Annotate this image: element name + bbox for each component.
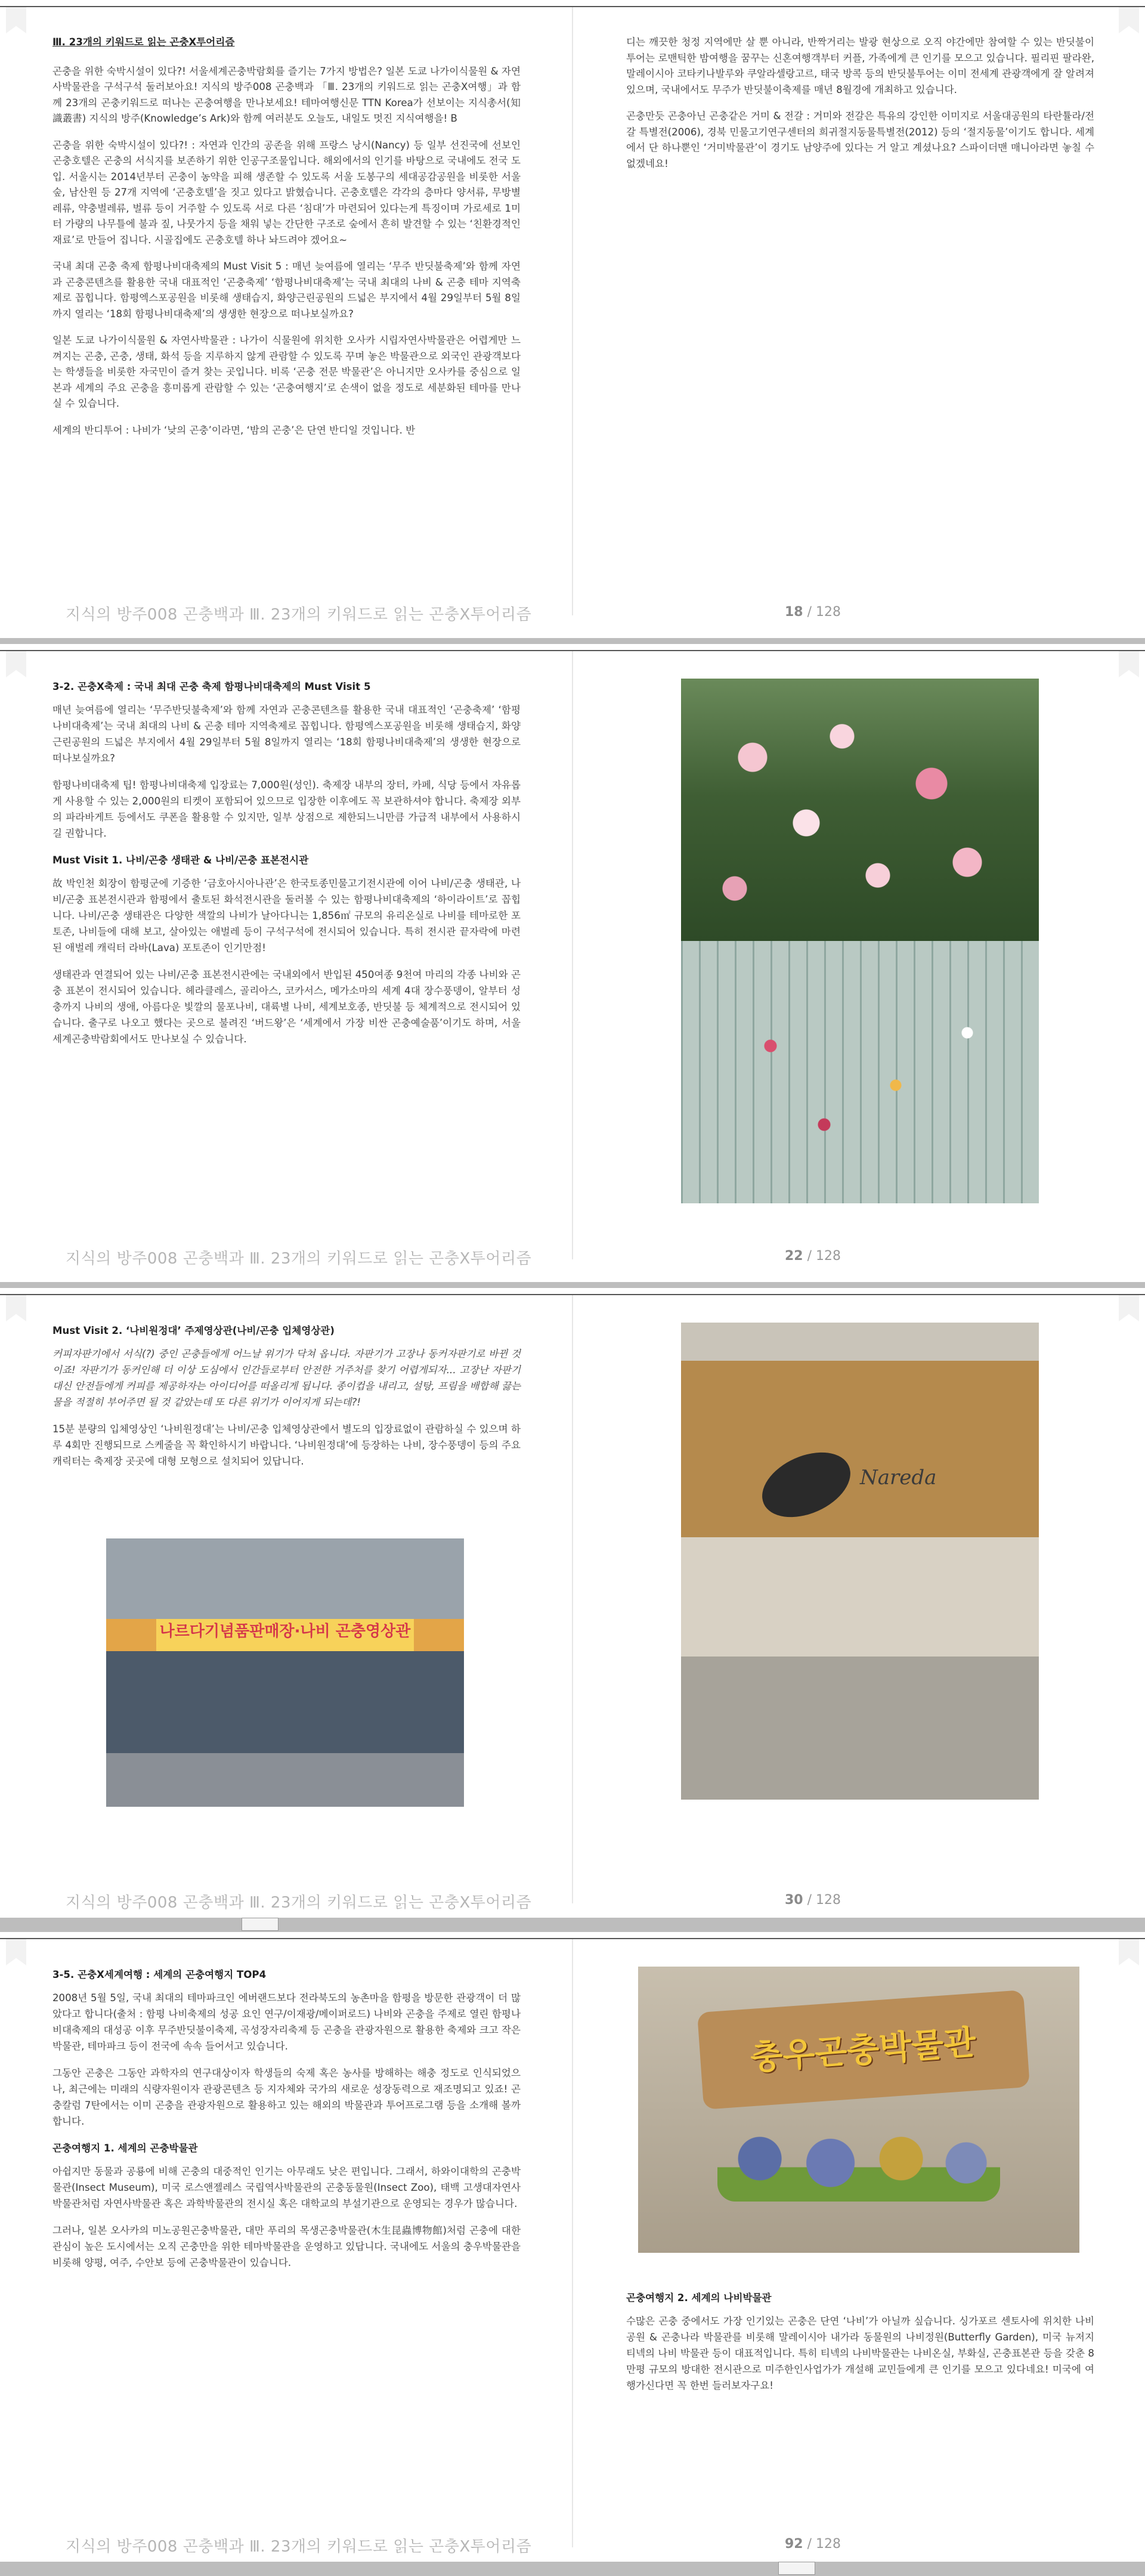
paragraph: 그동안 곤충은 그동안 과학자의 연구대상이자 학생들의 숙제 혹은 농사를 방해하는 해충 정도로 인식되었으나, 최근에는 미래의 식량자원이자 관광콘텐츠 등 지자체와 국가의 새로운 성장동력으로 재조명되고 있죠! 곤충칼럼 7탄에서는 이미 곤충을 관광자원으로 활용하고 있는 해외의 박물관과 투어프로그램 등을 소개해 볼까 합니다. [52, 2067, 521, 2127]
paragraph: 디는 깨끗한 청정 지역에만 살 뿐 아니라, 반짝거리는 발광 현상으로 오직 야간에만 참여할 수 있는 반딧불이투어는 로맨틱한 밤여행을 꿈꾸는 신혼여행객부터 커플, 가족에게 큰 인기를 모으고 있습니다. 필리핀 팔라완, 말레이시아 코타키나발루와 쿠알라셀랑고르, 태국 방콕 등의 반딧불투어는 이미 전세계 관광객에게 잘 알려져 있으며, 국내에서도 무주가 반딧불이축제를 매년 8월경에 개최하고 있습니다. [626, 36, 1094, 95]
subheading: Must Visit 1. 나비/곤충 생태관 & 나비/곤충 표본전시관 [52, 854, 309, 866]
left-page-text [52, 679, 521, 1058]
bookmark-icon[interactable] [6, 651, 26, 677]
page-number [785, 2537, 841, 2552]
current-page: 92 [784, 2537, 803, 2552]
scrollbar-thumb[interactable] [778, 2562, 815, 2575]
section-heading: 3-5. 곤충X세계여행 : 세계의 곤충여행지 TOP4 [52, 1969, 267, 1980]
museum-sign-text: 충우곤충박물관 [749, 2023, 977, 2078]
beetle-characters [717, 2116, 1000, 2202]
horizontal-scrollbar[interactable] [0, 2562, 1145, 2576]
page-separator: / [807, 1249, 816, 1264]
left-page-text [52, 35, 521, 449]
bookmark-icon[interactable] [1119, 1939, 1139, 1965]
chapter-title: Ⅲ. 23개의 키워드로 읽는 곤충X투어리즘 [52, 36, 235, 48]
photo-flower-decoration [681, 941, 1039, 1203]
paragraph: 일본 도쿄 나가이식물원 & 자연사박물관 : 나가이 식물원에 위치한 오사카 시립자연사박물관은 어렵게만 느껴지는 곤충, 곤충, 생태, 화석 등을 지루하지 않게 관람할 수 있도록 꾸며 놓은 박물관으로 외국인 관광객보다는 학생들을 비롯한 자국민이 즐겨 찾는 곳입니다. 비록 ‘곤충 전문 박물관’은 아니지만 오사카를 중심으로 일본과 세계의 주요 곤충을 흥미롭게 관람할 수 있는 ‘곤충여행지’로 손색이 없을 정도로 세분화된 테마를 만나실 수 있습니다. [52, 335, 521, 409]
current-page: 18 [784, 605, 803, 620]
gutter [572, 1939, 573, 2547]
page-spread-30 [0, 1288, 1145, 1932]
page-number [785, 1249, 841, 1264]
bookmark-icon[interactable] [1119, 7, 1139, 33]
paragraph: 15분 분량의 입체영상인 ‘나비원정대’는 나비/곤충 입체영상관에서 별도의 입장료없이 관람하실 수 있으며 하루 4회만 진행되므로 스케줄을 꼭 확인하시기 바랍니다. ‘나비원정대’에 등장하는 나비, 장수풍뎅이 등의 주요 캐릭터는 축제장 곳곳에 대형 모형으로 설치되어 있답니다. [52, 1423, 521, 1467]
paragraph: 2008년 5월 5일, 국내 최대의 테마파크인 에버랜드보다 전라북도의 농촌마을 함평을 방문한 관광객이 더 많았다고 합니다(출처 : 함평 나비축제의 성공 요인 연구/이재광/메이퍼로드) 나비와 곤충을 주제로 열린 함평나비대축제의 대성공 이후 무주반딧불이축제, 곡성장자리축제 등 곤충을 관광자원으로 활용한 축제와 크고 작은 박물관, 테마파크 등이 전국에 속속 들어서고 있습니다. [52, 1992, 521, 2052]
paragraph: 국내 최대 곤충 축제 함평나비대축제의 Must Visit 5 : 매년 늦여름에 열리는 ‘무주 반딧불축제’와 함께 자연과 곤충콘텐츠를 활용한 국내 대표적인 ‘곤충축제’ ‘함평나비대축제’는 국내 최대의 나비 & 곤충 테마 지역축제로 꼽힙니다. 함평엑스포공원을 비롯해 생태습지, 화양근린공원의 드넓은 부지에서 4월 29일부터 5월 8일까지 열리는 ‘18회 함평나비대축제’의 생생한 현장으로 떠나보실까요? [52, 261, 521, 320]
story-quote: 커피자판기에서 서식(?) 중인 곤충들에게 어느날 위기가 닥쳐 옵니다. 자판기가 고장나 동커자판기로 바뀐 것이죠! 자판기가 동커인해 더 이상 도심에서 인간들로부터 안전한 거주처를 찾기 어렵게되자... 고장난 자판기 대신 안전들에게 커피를 제공하자는 아이디어를 떠올리게 됩니다. 종이컵을 내리고, 설탕, 프림을 배합해 끓는 물을 적절히 부어주면 될 것 같았는데 또 다른 위기가 이어지게 되는데?! [52, 1348, 521, 1408]
footer-book-title: 지식의 방주008 곤충백과 Ⅲ. 23개의 키워드로 읽는 곤충X투어리즘 [66, 1250, 532, 1268]
gutter [572, 651, 573, 1259]
bookmark-icon[interactable] [1119, 651, 1139, 677]
total-pages: 128 [816, 1893, 841, 1908]
right-page-text [626, 35, 1094, 182]
entrance-banner: 나르다기념품판매장·나비 곤충영상관 [156, 1619, 414, 1651]
total-pages: 128 [816, 1249, 841, 1264]
page-separator: / [807, 605, 816, 620]
left-page-text [52, 1967, 521, 2281]
subheading: 곤충여행지 2. 세계의 나비박물관 [626, 2292, 772, 2303]
photo-entrance [106, 1538, 464, 1807]
lobby-logo: Nareda [860, 1466, 937, 1490]
footer-book-title: 지식의 방주008 곤충백과 Ⅲ. 23개의 키워드로 읽는 곤충X투어리즘 [66, 2538, 532, 2556]
beetle-model [752, 1439, 861, 1530]
paragraph: 세계의 반디투어 : 나비가 ‘낮의 곤충’이라면, ‘밤의 곤충’은 단연 반디일 것입니다. 반 [52, 424, 416, 436]
bookmark-icon[interactable] [6, 7, 26, 33]
current-page: 30 [784, 1893, 803, 1908]
left-page-text [52, 1323, 521, 1480]
section-heading: Must Visit 2. ‘나비원정대’ 주제영상관(나비/곤충 입체영상관) [52, 1325, 335, 1336]
horizontal-scrollbar[interactable] [0, 1918, 1145, 1932]
page-spread-92 [0, 1932, 1145, 2576]
page-number [785, 605, 841, 620]
page-separator: / [807, 1893, 816, 1908]
paragraph: 아쉽지만 동물과 공룡에 비해 곤충의 대중적인 인기는 아무래도 낮은 편입니다. 그래서, 하와이대학의 곤충박물관(Insect Museum), 미국 로스앤젤레스 국립역사박물관의 곤충동물원(Insect Zoo), 태백 고생대자연사박물관처럼 자연사박물관 혹은 과학박물관의 전시실 혹은 대학교의 부설기관으로 운영되는 경우가 많습니다. [52, 2166, 521, 2209]
page-spread-22 [0, 644, 1145, 1288]
photo-lobby [681, 1323, 1039, 1800]
paragraph: 생태관과 연결되어 있는 나비/곤충 표본전시관에는 국내외에서 반입된 450여종 9천여 마리의 각종 나비와 곤충 표본이 전시되어 있습니다. 헤라클레스, 골리아스, 코카서스, 메가소마의 세계 4대 장수풍뎅이, 알부터 성충까지 나비의 생애, 아름다운 빛깔의 물포나비, 대륙별 나비, 세계보호종, 반딧불 등 체계적으로 전시되어 있습니다. 출구로 나오고 했다는 곳으로 불려진 ‘버드왕’은 ‘세계에서 가장 비싼 곤충예술품’이기도 하며, 서울 세계곤충박람회에서도 만나보실 수 있습니다. [52, 969, 521, 1045]
paragraph: 곤충만듯 곤충아닌 곤충같은 거미 & 전갈 : 거미와 전갈은 특유의 강인한 이미지로 서울대공원의 타란튤라/전갈 특별전(2006), 경북 민물고기연구센터의 희귀절지동물특별전(2012) 등의 ‘절지동물’이기도 합니다. 세계에서 단 하나뿐인 ‘거미박물관’이 경기도 남양주에 있다는 거 알고 계셨나요? 스파이더맨 매니아라면 놓칠 수 없겠네요! [626, 110, 1094, 169]
photo-museum-sign [638, 1967, 1079, 2253]
page-separator: / [807, 2537, 816, 2552]
horizontal-scrollbar[interactable] [0, 638, 1145, 644]
gutter [572, 1295, 573, 1903]
footer-book-title: 지식의 방주008 곤충백과 Ⅲ. 23개의 키워드로 읽는 곤충X투어리즘 [66, 1894, 532, 1912]
right-page-text [626, 2290, 1094, 2404]
page-number [785, 1893, 841, 1908]
paragraph: 故 박인천 회장이 함평군에 기증한 ‘금호아시아나관’은 한국토종민물고기전시관에 이어 나비/곤충 생태관, 나비/곤충 표본전시관과 함평에서 출토된 화석전시관을 둘러볼 수 있는 함평나비대축제의 ‘하이라이트’로 꼽힙니다. 나비/곤충 생태관은 다양한 색깔의 나비가 날아다니는 1,856㎡ 규모의 유리온실로 나비를 테마로한 포토존, 나비들에 대해 보고, 살아있는 애벌레 등이 구석구석에 전시되어 있습니다. 특히 전시관 끝자락에 마련된 애벌레 캐릭터 라바(Lava) 포토존이 인기만점! [52, 878, 521, 953]
paragraph: 그러나, 일본 오사카의 미노공원곤충박물관, 대만 푸리의 목생곤충박물관(木生昆蟲博物館)처럼 곤충에 대한 관심이 높은 도시에서는 오직 곤충만을 위한 테마박물관을 운영하고 있답니다. 국내에도 서울의 충우박물관을 비롯해 양평, 여주, 수안보 등에 곤충박물관이 있습니다. [52, 2225, 521, 2268]
bookmark-icon[interactable] [6, 1939, 26, 1965]
scrollbar-thumb[interactable] [242, 1918, 278, 1931]
paragraph: 곤충을 위한 숙박시설이 있다?! : 자연과 인간의 공존을 위해 프랑스 낭시(Nancy) 등 일부 선진국에 선보인 곤충호텔은 곤충의 서식지를 보존하기 위한 인공구조물입니다. 해외에서의 인기를 바탕으로 국내에도 전국 도입. 서울시는 2014년부터 곤충이 농약을 피해 생존할 수 있도록 서울 도봉구의 세대공감공원을 비롯한 서울숲, 남산원 등 27개 지역에 ‘곤충호텔’을 짓고 있다고 밝혔습니다. 곤충호텔은 각각의 층마다 양서류, 무방별레류, 약충벌레류, 벌류 등이 거주할 수 있도록 서로 다른 ‘침대’가 마련되어 있다는게 특징이며 가로세로 1미터 가량의 나무틀에 불과 짚, 나뭇가지 등을 채워 넣는 간단한 구조로 숲에서 흔히 발견할 수 있는 ‘친환경적인 재료’로 만들어 집니다. 시골집에도 곤충호텔 하나 놔드려야 겠어요~ [52, 139, 521, 246]
paragraph: 매년 늦여름에 열리는 ‘무주반딧불축제’와 함께 자연과 곤충콘텐츠를 활용한 국내 대표적인 ‘곤충축제’ ‘함평나비대축제’는 국내 최대의 나비 & 곤충 테마 지역축제로 꼽힙니다. 함평엑스포공원을 비롯해 생태습지, 화양근린공원의 드넓은 부지에서 4월 29일부터 5월 8일까지 열리는 ‘18회 함평나비대축제’의 생생한 현장으로 떠나보실까요? [52, 704, 521, 764]
bookmark-icon[interactable] [1119, 1295, 1139, 1321]
photo-flowers-greenhouse [681, 679, 1039, 941]
gutter [572, 7, 573, 615]
page-spread-18 [0, 0, 1145, 644]
paragraph: 함평나비대축제 팁! 함평나비대축제 입장료는 7,000원(성인). 축제장 내부의 장터, 카페, 식당 등에서 자유롭게 사용할 수 있는 2,000원의 티켓이 포함되어 있으므로 입장한 이후에도 꼭 보관하셔야 합니다. 축제장 외부의 파라바게트 등에서도 쿠폰을 활용할 수 있지만, 일부 상점으로 제한되느니만큼 가급적 내부에서 사용하시길 권합니다. [52, 779, 521, 839]
total-pages: 128 [816, 605, 841, 620]
current-page: 22 [784, 1249, 803, 1264]
paragraph: 곤충을 위한 숙박시설이 있다?! 서울세계곤충박람회를 즐기는 7가지 방법은? 일본 도쿄 나가이식물원 & 자연사박물관을 구석구석 둘러보아요! 지식의 방주008 곤충백과 「Ⅲ. 23개의 키워드로 읽는 곤충X여행」과 함께 23개의 곤충키워드로 떠나는 곤충여행을 만나보세요! 테마여행신문 TTN Korea가 선보이는 지식총서(知識叢書) 지식의 방주(Knowledge’s Ark)와 함께 여러분도 오늘도, 내일도 멋진 지식여행을! B [52, 65, 521, 124]
subheading: 곤충여행지 1. 세계의 곤충박물관 [52, 2142, 198, 2154]
total-pages: 128 [816, 2537, 841, 2552]
section-heading: 3-2. 곤충X축제 : 국내 최대 곤충 축제 함평나비대축제의 Must Visit 5 [52, 681, 371, 692]
bookmark-icon[interactable] [6, 1295, 26, 1321]
horizontal-scrollbar[interactable] [0, 1282, 1145, 1288]
footer-book-title: 지식의 방주008 곤충백과 Ⅲ. 23개의 키워드로 읽는 곤충X투어리즘 [66, 606, 532, 624]
paragraph: 수많은 곤충 중에서도 가장 인기있는 곤충은 단연 ‘나비’가 아닐까 싶습니다. 싱가포르 센토사에 위치한 나비공원 & 곤충나라 박물관를 비롯해 말레이시아 내가라 동물원의 나비정원(Butterfly Garden), 미국 뉴저지 티넥의 나비 박물관 등이 대표적입니다. 특히 티넥의 나비박물관는 나비온실, 부화실, 곤충표본관 등을 갖춘 8만평 규모의 방대한 전시관으로 미주한인사업가가 개설해 교민들에게 큰 인기를 모으고 있다네요! 미국에 여행가신다면 꼭 한번 들러보자구요! [626, 2315, 1094, 2391]
